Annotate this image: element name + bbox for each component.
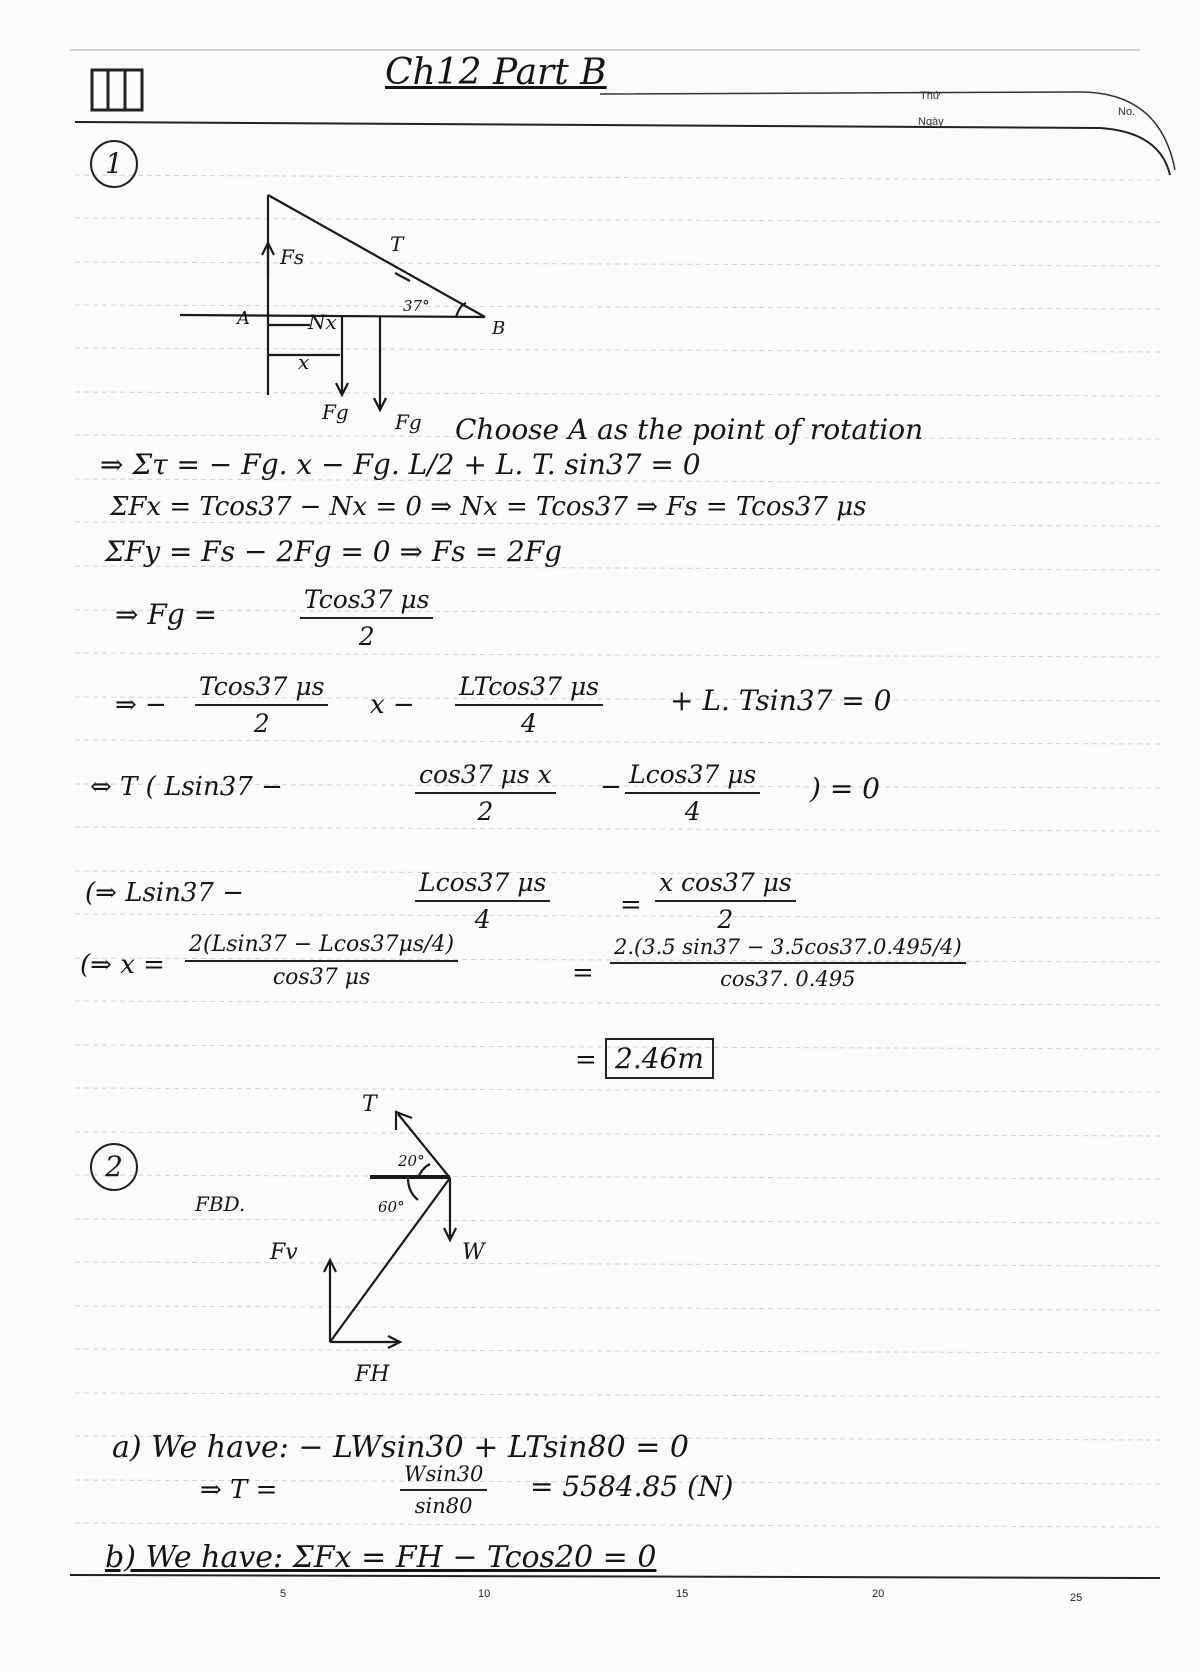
p1-eq2-f1-num: Tcos37 μs <box>195 672 328 706</box>
p2-a-fraction <box>400 1462 487 1518</box>
p1-eq2-x: x − <box>370 690 415 720</box>
p1-fg-prefix: ⇒ Fg = <box>115 598 218 631</box>
ruler-tick-25: 25 <box>1070 1592 1083 1604</box>
p1-eq4-f1-den: 4 <box>474 905 491 934</box>
p1-label-fg1: Fg <box>322 400 349 424</box>
p1-eq4-f1-num: Lcos37 μs <box>415 868 550 902</box>
p1-line1: ⇒ Στ = − Fg. x − Fg. L/2 + L. T. sin37 = 0 <box>100 448 701 481</box>
thu-label: Thứ <box>920 90 941 102</box>
problem2-diagram <box>300 1080 560 1380</box>
problem2-number: 2 <box>90 1143 138 1191</box>
p1-eq3-f2-num: Lcos37 μs <box>625 760 760 794</box>
ruler-tick-10: 10 <box>478 1588 491 1600</box>
p1-eq3-prefix: ⇔ T ( Lsin37 − <box>90 772 283 802</box>
p1-fg-fraction <box>300 585 433 651</box>
p1-eq2-prefix: ⇒ − <box>115 690 167 720</box>
p1-result: 2.46m <box>605 1038 714 1079</box>
ruler-tick-20: 20 <box>872 1588 885 1600</box>
p2-a-line: a) We have: − LWsin30 + LTsin80 = 0 <box>112 1430 689 1465</box>
p1-eq3-f1-num: cos37 μs x <box>415 760 556 794</box>
p1-eq4-prefix: (⇒ Lsin37 − <box>85 878 244 908</box>
p1-eq2-frac2 <box>455 672 603 738</box>
p1-label-fs: Fs <box>280 245 305 269</box>
p1-eq4-f2-den: 2 <box>717 905 734 934</box>
p1-eq3-frac2 <box>625 760 760 826</box>
p1-label-fg2: Fg <box>395 410 422 434</box>
p1-label-t: T <box>390 232 404 256</box>
p1-eq5-prefix: (⇒ x = <box>80 950 165 980</box>
p2-fbd-label: FBD. <box>195 1192 246 1216</box>
problem1-number: 1 <box>90 140 138 188</box>
p1-eq5-eq: = <box>572 958 594 988</box>
ruler-tick-15: 15 <box>676 1588 689 1600</box>
p1-eq4-frac2 <box>655 868 796 934</box>
p1-label-b: B <box>492 318 506 339</box>
p1-eq2-f2-num: LTcos37 μs <box>455 672 603 706</box>
no-label: No. <box>1118 106 1136 118</box>
p1-fg-num: Tcos37 μs <box>300 585 433 619</box>
p1-result-eq: = <box>575 1045 597 1075</box>
page-title: Ch12 Part B <box>385 52 607 93</box>
p1-line2: ΣFx = Tcos37 − Nx = 0 ⇒ Nx = Tcos37 ⇒ Fs = Tcos37 μs <box>110 492 867 522</box>
p2-a-den: sin80 <box>414 1494 473 1518</box>
p1-label-a: A <box>237 308 250 329</box>
p1-eq5-num: 2(Lsin37 − Lcos37μs/4) <box>185 932 458 962</box>
p1-eq4-eq: = <box>620 890 642 920</box>
p1-eq3-tail: ) = 0 <box>810 772 880 805</box>
p1-fg-den: 2 <box>358 622 375 651</box>
problem1-diagram <box>170 185 490 425</box>
notebook-logo-icon <box>90 68 150 116</box>
p1-label-angle: 37° <box>403 297 430 315</box>
p1-eq5-den2: cos37. 0.495 <box>720 967 856 991</box>
p2-label-angle60: 60° <box>378 1198 405 1216</box>
p2-a-num: Wsin30 <box>400 1462 487 1491</box>
p1-eq4-f2-num: x cos37 μs <box>655 868 796 902</box>
p2-label-w: W <box>462 1240 485 1265</box>
p1-eq4-frac1 <box>415 868 550 934</box>
p1-eq5-den: cos37 μs <box>272 965 371 990</box>
p1-choose-text: Choose A as the point of rotation <box>455 413 924 446</box>
p1-eq2-f2-den: 4 <box>521 709 537 738</box>
p1-eq5-frac1 <box>185 932 458 990</box>
p2-label-fv: Fv <box>270 1240 298 1265</box>
p1-eq3-frac1 <box>415 760 556 826</box>
p2-label-angle20: 20° <box>398 1152 425 1170</box>
p2-label-t: T <box>362 1092 377 1117</box>
p1-eq3-minus: − <box>600 772 622 802</box>
p1-line3: ΣFy = Fs − 2Fg = 0 ⇒ Fs = 2Fg <box>105 535 563 568</box>
p1-eq2-tail: + L. Tsin37 = 0 <box>670 684 892 717</box>
p1-eq2-f1-den: 2 <box>253 709 270 738</box>
p1-eq2-frac1 <box>195 672 328 738</box>
ruler-tick-5: 5 <box>280 1588 287 1600</box>
p2-label-fh: FH <box>355 1362 390 1387</box>
p1-eq5-frac2 <box>610 935 966 991</box>
p1-eq3-f2-den: 4 <box>684 797 701 826</box>
p2-b-line: b) We have: ΣFx = FH − Tcos20 = 0 <box>105 1540 657 1575</box>
p1-label-x: x <box>298 350 310 374</box>
p2-a-prefix: ⇒ T = <box>200 1475 278 1505</box>
p1-eq5-num2: 2.(3.5 sin37 − 3.5cos37.0.495/4) <box>610 935 966 964</box>
p2-a-result: = 5584.85 (N) <box>530 1470 734 1503</box>
ngay-label: Ngày <box>918 116 944 128</box>
p1-label-nx: Nx <box>308 310 337 334</box>
p1-eq3-f1-den: 2 <box>477 797 494 826</box>
